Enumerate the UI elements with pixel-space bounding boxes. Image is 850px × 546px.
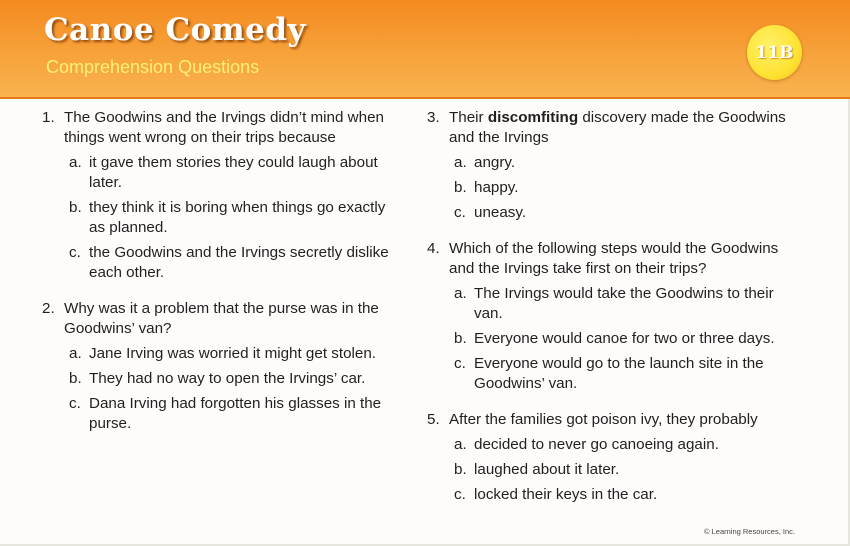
question-text: The Goodwins and the Irvings didn’t mind when things went wrong on their trips because: [64, 109, 384, 146]
option-letter: c.: [454, 204, 466, 221]
option-letter: a.: [69, 154, 82, 171]
option-text: they think it is boring when things go exactly as planned.: [89, 199, 386, 236]
option-text: Everyone would go to the launch site in the Goodwins’ van.: [474, 355, 764, 392]
question-text: [449, 108, 787, 148]
card-header: [0, 0, 850, 99]
answer-option: [69, 243, 392, 283]
answer-option: [69, 369, 392, 389]
copyright-notice: © Learning Resources, Inc.: [704, 527, 795, 536]
right-column: [427, 108, 787, 510]
option-text: uneasy.: [474, 204, 527, 221]
option-letter: b.: [454, 330, 467, 347]
option-text: locked their keys in the car.: [474, 486, 658, 503]
answer-option: [454, 460, 787, 480]
answer-option: [454, 485, 787, 505]
answer-option: [454, 435, 787, 455]
option-text: laughed about it later.: [474, 461, 620, 478]
question-5-options: [454, 435, 787, 505]
question-5: [427, 410, 787, 430]
option-letter: b.: [454, 179, 467, 196]
question-1: [42, 108, 392, 148]
option-letter: a.: [454, 154, 467, 171]
answer-option: [454, 203, 787, 223]
answer-option: [454, 153, 787, 173]
answer-option: [454, 178, 787, 198]
question-4-options: [454, 284, 787, 394]
answer-option: [69, 394, 392, 434]
question-text-start: Their: [449, 109, 488, 126]
left-column: [42, 108, 392, 439]
option-text: happy.: [474, 179, 519, 196]
vocabulary-word: discomfiting: [487, 109, 579, 126]
option-text: Dana Irving had forgotten his glasses in the purse.: [89, 395, 382, 432]
option-letter: a.: [454, 285, 467, 302]
card-title: Canoe Comedy: [44, 12, 307, 48]
option-text: Everyone would canoe for two or three days.: [474, 330, 775, 347]
option-letter: c.: [454, 486, 466, 503]
option-text: the Goodwins and the Irvings secretly dislike each other.: [89, 244, 389, 281]
question-text: Which of the following steps would the Goodwins and the Irvings take first on their trips?: [449, 240, 779, 277]
option-letter: c.: [454, 355, 466, 372]
card-number-badge: [747, 25, 802, 80]
answer-option: [454, 329, 787, 349]
question-number: 4.: [427, 240, 440, 257]
option-text: Jane Irving was worried it might get stolen.: [89, 345, 377, 362]
option-letter: c.: [69, 244, 81, 261]
question-number: 5.: [427, 411, 440, 428]
option-text: They had no way to open the Irvings’ car.: [89, 370, 366, 387]
question-number: 3.: [427, 109, 440, 126]
question-4: [427, 239, 787, 279]
question-3: [427, 108, 787, 148]
answer-option: [69, 198, 392, 238]
option-text: it gave them stories they could laugh about later.: [89, 154, 378, 191]
option-letter: b.: [454, 461, 467, 478]
question-number: 2.: [42, 300, 55, 317]
question-text: Why was it a problem that the purse was in the Goodwins’ van?: [64, 300, 379, 337]
question-1-options: [69, 153, 392, 283]
answer-option: [69, 153, 392, 193]
option-text: The Irvings would take the Goodwins to their van.: [474, 285, 774, 322]
card-subtitle: Comprehension Questions: [46, 57, 260, 77]
card-number-label: 11B: [755, 42, 794, 63]
question-2: [42, 299, 392, 339]
option-letter: a.: [69, 345, 82, 362]
answer-option: [454, 284, 787, 324]
question-3-options: [454, 153, 787, 223]
question-text: After the families got poison ivy, they probably: [449, 411, 758, 428]
question-2-options: [69, 344, 392, 434]
option-letter: b.: [69, 199, 82, 216]
option-text: angry.: [474, 154, 516, 171]
answer-option: [454, 354, 787, 394]
question-number: 1.: [42, 109, 55, 126]
option-letter: b.: [69, 370, 82, 387]
option-letter: c.: [69, 395, 81, 412]
question-text-end: discovery made the Goodwins and the Irvings: [449, 109, 786, 146]
option-letter: a.: [454, 436, 467, 453]
option-text: decided to never go canoeing again.: [474, 436, 719, 453]
answer-option: [69, 344, 392, 364]
